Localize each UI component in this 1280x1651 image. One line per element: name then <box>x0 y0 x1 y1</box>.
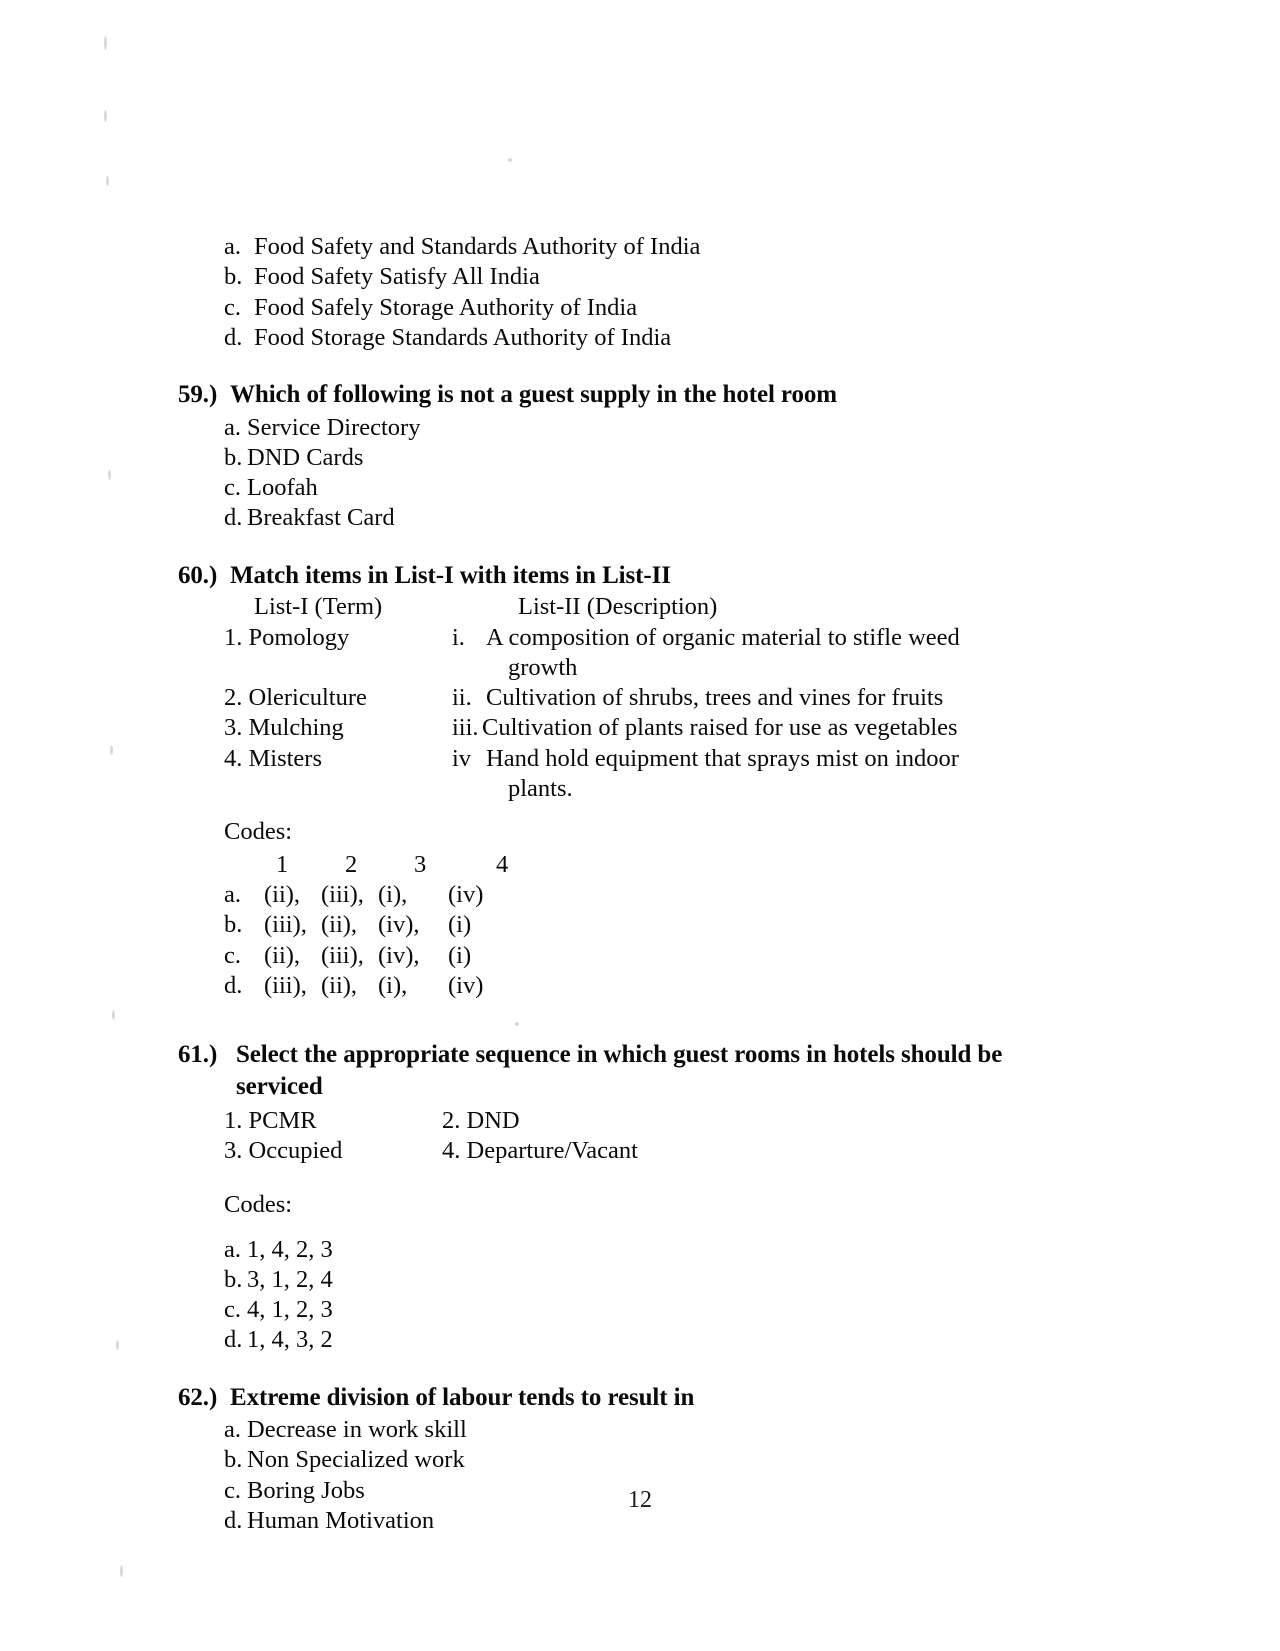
codes-cell: (i) <box>448 941 472 969</box>
option-text: Food Safely Storage Authority of India <box>254 293 638 321</box>
codes-cell: (iv) <box>448 881 484 909</box>
option-label: a. <box>224 1235 241 1263</box>
question-59 <box>178 379 1038 534</box>
question-59-options <box>178 413 1038 534</box>
scan-speckle <box>508 158 512 162</box>
sequence-item: 2. DND <box>442 1107 520 1135</box>
scan-speckle <box>104 36 107 50</box>
list-ii-marker: i. <box>452 623 465 651</box>
list-item <box>224 473 1038 503</box>
codes-cell: (ii), <box>321 971 358 999</box>
codes-cell: (iii), <box>264 911 307 939</box>
codes-table <box>178 850 1038 1001</box>
scan-speckle <box>108 470 111 480</box>
list-i-header: List-I (Term) <box>254 593 383 620</box>
list-item <box>224 1265 1038 1295</box>
scan-speckle <box>116 1340 119 1350</box>
question-number: 62.) <box>178 1383 218 1411</box>
question-heading <box>178 1382 1038 1414</box>
codes-cell: (iii), <box>321 941 364 969</box>
option-label: c. <box>224 474 241 501</box>
page-content <box>178 232 1038 1536</box>
codes-col-header: 4 <box>496 850 509 878</box>
scan-speckle <box>112 1010 115 1020</box>
question-text: Match items in List-I with items in List-II <box>230 561 671 589</box>
list-item <box>224 1295 1038 1325</box>
question-text: Which of following is not a guest supply in the hotel room <box>230 381 838 408</box>
question-62-options <box>178 1415 1038 1536</box>
option-label: b. <box>224 1446 243 1474</box>
question-text: Select the appropriate sequence in which guest rooms in hotels should be serviced <box>236 1041 1003 1100</box>
list-item <box>224 1415 1038 1445</box>
list-item <box>224 1325 1038 1355</box>
list-ii-item <box>452 713 1038 743</box>
codes-row-label <box>224 850 264 880</box>
table-row <box>224 880 1038 910</box>
codes-cell: (i), <box>378 881 408 909</box>
codes-cell: (iii), <box>321 881 364 909</box>
option-text: 3, 1, 2, 4 <box>247 1265 333 1293</box>
match-table-headers <box>224 592 1038 623</box>
option-label: d. <box>224 1326 243 1354</box>
codes-cell: (iv), <box>378 941 420 969</box>
previous-question-options <box>178 232 1038 353</box>
option-label: d. <box>224 1506 243 1534</box>
scan-speckle <box>110 745 113 755</box>
codes-cell: (iv), <box>378 911 420 939</box>
list-i-item: 4. Misters <box>224 744 322 772</box>
option-text: Food Safety and Standards Authority of India <box>254 233 701 260</box>
codes-cell: (ii), <box>321 911 358 939</box>
table-row <box>224 971 1038 1001</box>
list-item <box>224 413 1038 443</box>
question-61-options <box>178 1235 1038 1356</box>
codes-cell: (i) <box>448 911 472 939</box>
list-item <box>224 1235 1038 1265</box>
option-text: Non Specialized work <box>247 1446 465 1474</box>
option-label: b. <box>224 263 243 291</box>
codes-row-label: c. <box>224 941 241 969</box>
list-item <box>224 503 1038 533</box>
list-item <box>178 232 1038 262</box>
list-ii-line: A composition of organic material to stifle weed <box>486 623 960 651</box>
codes-row-label: b. <box>224 911 243 939</box>
list-item <box>224 443 1038 473</box>
option-text: Boring Jobs <box>247 1476 365 1504</box>
list-item <box>178 262 1038 292</box>
option-text: Breakfast Card <box>247 504 395 532</box>
list-ii-text: Cultivation of plants raised for use as vegetables <box>482 714 958 742</box>
codes-cell: (iv) <box>448 971 484 999</box>
option-label: d. <box>224 504 243 532</box>
codes-label: Codes: <box>224 1190 293 1218</box>
option-text: 1, 4, 2, 3 <box>247 1235 333 1263</box>
codes-label: Codes: <box>224 818 293 846</box>
option-text: DND Cards <box>247 443 364 471</box>
option-label: c. <box>224 1476 241 1504</box>
codes-cell: (i), <box>378 971 408 999</box>
match-table <box>178 592 1038 804</box>
codes-cell: (ii), <box>264 941 301 969</box>
table-row <box>224 910 1038 940</box>
table-row <box>224 713 1038 743</box>
option-text: Service Directory <box>247 413 421 441</box>
question-heading <box>178 379 1038 411</box>
question-61 <box>178 1039 1038 1355</box>
sequence-item: 3. Occupied <box>224 1137 343 1165</box>
list-ii-text: Cultivation of shrubs, trees and vines for fruits <box>486 684 944 712</box>
codes-row-label: d. <box>224 971 243 999</box>
list-item <box>224 1445 1038 1475</box>
table-row <box>224 623 1038 684</box>
table-row <box>224 1106 1038 1136</box>
list-item <box>178 293 1038 323</box>
list-ii-header: List-II (Description) <box>518 593 718 620</box>
list-ii-item <box>452 623 1038 684</box>
question-number: 59.) <box>178 381 218 408</box>
option-text: 1, 4, 3, 2 <box>247 1326 333 1354</box>
scan-speckle <box>120 1565 123 1577</box>
option-text: Decrease in work skill <box>247 1416 467 1444</box>
option-label: b. <box>224 443 243 471</box>
list-ii-marker: iv <box>452 744 472 772</box>
scan-speckle <box>104 110 107 122</box>
list-ii-marker: iii. <box>452 714 479 742</box>
list-ii-line: Hand hold equipment that sprays mist on indoor <box>486 744 959 772</box>
sequence-items <box>178 1106 1038 1167</box>
option-label: a. <box>224 413 241 441</box>
option-label: a. <box>224 1416 241 1444</box>
option-text: Human Motivation <box>247 1506 435 1534</box>
table-row <box>224 683 1038 713</box>
list-item <box>178 323 1038 353</box>
codes-cell: (iii), <box>264 971 307 999</box>
table-row <box>224 1136 1038 1166</box>
option-text: 4, 1, 2, 3 <box>247 1296 333 1324</box>
page-number: 12 <box>628 1487 652 1513</box>
list-ii-text <box>486 623 1038 684</box>
question-60 <box>178 560 1038 1002</box>
table-row <box>224 744 1038 805</box>
option-text: Food Safety Satisfy All India <box>254 263 540 291</box>
codes-row-label: a. <box>224 881 241 909</box>
option-text: Loofah <box>247 474 318 501</box>
question-number: 61.) <box>178 1041 218 1069</box>
question-number: 60.) <box>178 561 218 589</box>
list-ii-item <box>452 744 1038 805</box>
list-ii-text <box>486 744 1038 805</box>
scan-speckle <box>106 176 109 186</box>
table-row <box>224 850 1038 880</box>
list-ii-continuation: plants. <box>508 774 573 802</box>
option-label: c. <box>224 1296 241 1324</box>
codes-cell: (ii), <box>264 881 301 909</box>
list-ii-marker: ii. <box>452 684 472 712</box>
option-label: d. <box>224 323 243 351</box>
question-heading <box>178 560 1038 592</box>
option-label: c. <box>224 293 241 321</box>
table-row <box>224 941 1038 971</box>
option-label: a. <box>224 233 241 260</box>
sequence-item: 4. Departure/Vacant <box>442 1137 638 1165</box>
codes-col-header: 2 <box>345 850 358 878</box>
option-text: Food Storage Standards Authority of India <box>254 323 672 351</box>
question-heading <box>178 1039 1038 1102</box>
list-ii-continuation: growth <box>508 653 578 681</box>
question-text: Extreme division of labour tends to result in <box>230 1383 695 1411</box>
list-ii-item <box>452 683 1038 713</box>
sequence-item: 1. PCMR <box>224 1107 317 1135</box>
codes-col-header: 3 <box>414 850 427 878</box>
list-i-item: 1. Pomology <box>224 623 350 651</box>
list-i-item: 2. Olericulture <box>224 684 367 712</box>
option-label: b. <box>224 1265 243 1293</box>
list-i-item: 3. Mulching <box>224 714 344 742</box>
codes-col-header: 1 <box>276 850 289 878</box>
